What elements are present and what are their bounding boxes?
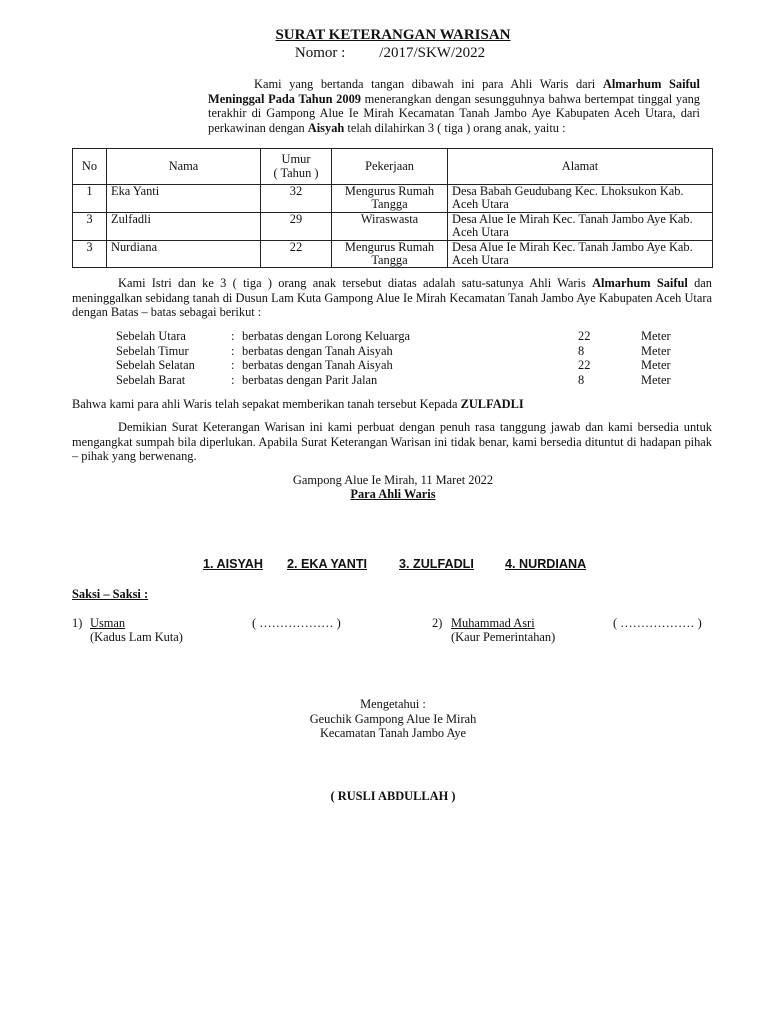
cell-no: 3 bbox=[73, 212, 107, 240]
cell-pekerjaan: Mengurus Rumah Tangga bbox=[332, 240, 448, 268]
cell-alamat: Desa Alue Ie Mirah Kec. Tanah Jambo Aye Kab. Aceh Utara bbox=[448, 212, 713, 240]
witness-1-number: 1) bbox=[72, 616, 83, 630]
mengetahui-label: Mengetahui : bbox=[360, 697, 426, 711]
boundary-desc: berbatas dengan Tanah Aisyah bbox=[242, 343, 393, 358]
intro-paragraph bbox=[208, 77, 700, 135]
statement-text: dan meninggalkan sebidang tanah di Dusun Lam Kuta Gampong Alue Ie Mirah Kecamatan Tanah Jambo Aye Kabupaten Aceh Utara dengan Batas – batas sebagai berikut : bbox=[72, 276, 712, 320]
boundary-colon: : bbox=[231, 372, 235, 387]
table-row bbox=[73, 240, 713, 268]
heirs-table bbox=[72, 148, 713, 268]
heir-signature-nurdiana: 4. NURDIANA bbox=[505, 557, 587, 571]
boundary-colon: : bbox=[231, 358, 235, 373]
boundary-row bbox=[116, 329, 716, 344]
cell-alamat: Desa Alue Ie Mirah Kec. Tanah Jambo Aye Kab. Aceh Utara bbox=[448, 240, 713, 268]
col-header-nama: Nama bbox=[107, 149, 261, 185]
boundary-unit: Meter bbox=[641, 343, 671, 358]
cell-umur: 29 bbox=[261, 212, 332, 240]
official-district: Kecamatan Tanah Jambo Aye bbox=[319, 726, 467, 741]
official-title: Geuchik Gampong Alue Ie Mirah bbox=[309, 711, 477, 726]
witness-1-signature: ( ……………… ) bbox=[252, 616, 341, 630]
document-number bbox=[0, 46, 768, 61]
cell-pekerjaan: Wiraswasta bbox=[332, 212, 448, 240]
heir-signature-zulfadli: 3. ZULFADLI bbox=[399, 557, 474, 571]
boundary-row bbox=[116, 344, 716, 359]
table-row bbox=[73, 212, 713, 240]
boundary-length: 8 bbox=[578, 372, 585, 387]
boundary-length: 8 bbox=[578, 343, 585, 358]
col-header-no: No bbox=[73, 149, 107, 185]
boundary-unit: Meter bbox=[641, 329, 671, 343]
intro-text: menerangkan dengan sesungguhnya bahwa bertempat tinggal yang terakhir di Gampong Alue Ie Mirah Kecamatan Tanah Jambo Aye Kabupaten Aceh Utara, dari perkawinan dengan bbox=[208, 91, 700, 135]
spouse-name: Aisyah bbox=[307, 120, 345, 135]
boundary-side: Sebelah Timur bbox=[116, 343, 189, 358]
boundary-length: 22 bbox=[578, 358, 591, 373]
boundary-list bbox=[116, 329, 716, 387]
heir-signature-eka-yanti: 2. EKA YANTI bbox=[287, 557, 368, 571]
closing-paragraph: Demikian Surat Keterangan Warisan ini kami perbuat dengan penuh rasa tanggung jawab dan kami bersedia untuk mengangkat sumpah bila diperlukan. Apabila Surat Keterangan Warisan ini tidak benar, kami bersedia dituntut di hadapan pihak – pihak yang berwenang. bbox=[72, 420, 712, 464]
boundary-unit: Meter bbox=[641, 372, 671, 387]
boundary-unit: Meter bbox=[641, 358, 671, 373]
nomor-value: /2017/SKW/2022 bbox=[379, 45, 486, 61]
boundary-length: 22 bbox=[578, 329, 591, 343]
boundary-colon: : bbox=[231, 343, 235, 358]
witnesses-heading: Saksi – Saksi : bbox=[72, 587, 149, 601]
boundary-side: Sebelah Utara bbox=[116, 329, 186, 343]
witness-2-name: Muhammad Asri bbox=[451, 616, 535, 630]
heir-signature-aisyah: 1. AISYAH bbox=[203, 557, 263, 571]
witness-1-role: (Kadus Lam Kuta) bbox=[90, 630, 183, 644]
para-ahli-waris-heading: Para Ahli Waris bbox=[350, 487, 436, 501]
cell-umur: 22 bbox=[261, 240, 332, 268]
cell-umur: 32 bbox=[261, 185, 332, 213]
cell-alamat: Desa Babah Geudubang Kec. Lhoksukon Kab. Aceh Utara bbox=[448, 185, 713, 213]
nomor-label: Nomor : bbox=[294, 45, 346, 61]
cell-nama: Eka Yanti bbox=[107, 185, 261, 213]
boundary-row bbox=[116, 358, 716, 373]
beneficiary-name: ZULFADLI bbox=[460, 397, 524, 411]
table-row bbox=[73, 185, 713, 213]
agreement-line bbox=[72, 397, 524, 412]
agreement-text: Bahwa kami para ahli Waris telah sepakat memberikan tanah tersebut Kepada bbox=[72, 397, 461, 411]
witness-2-signature: ( ……………… ) bbox=[613, 616, 702, 630]
boundary-side: Sebelah Selatan bbox=[116, 358, 195, 373]
official-signature-name: ( RUSLI ABDULLAH ) bbox=[330, 789, 456, 803]
witness-2-number: 2) bbox=[432, 616, 443, 630]
witness-2-role: (Kaur Pemerintahan) bbox=[451, 630, 556, 644]
intro-text: telah dilahirkan 3 ( tiga ) orang anak, yaitu : bbox=[344, 120, 566, 135]
boundary-row bbox=[116, 373, 716, 388]
cell-pekerjaan: Mengurus Rumah Tangga bbox=[332, 185, 448, 213]
witness-1-name: Usman bbox=[90, 616, 126, 630]
col-header-umur: Umur ( Tahun ) bbox=[261, 149, 332, 185]
boundary-side: Sebelah Barat bbox=[116, 372, 186, 387]
document-title: SURAT KETERANGAN WARISAN bbox=[275, 27, 511, 43]
cell-no: 1 bbox=[73, 185, 107, 213]
col-header-alamat: Alamat bbox=[448, 149, 713, 185]
statement-text: Kami Istri dan ke 3 ( tiga ) orang anak tersebut diatas adalah satu-satunya Ahli Waris bbox=[118, 276, 593, 290]
boundary-desc: berbatas dengan Lorong Keluarga bbox=[242, 329, 411, 343]
cell-nama: Nurdiana bbox=[107, 240, 261, 268]
deceased-name: Almarhum Saiful Meninggal Pada Tahun 2009 bbox=[208, 77, 700, 106]
boundary-desc: berbatas dengan Parit Jalan bbox=[242, 372, 378, 387]
heirs-statement-paragraph bbox=[72, 276, 712, 320]
col-header-pekerjaan: Pekerjaan bbox=[332, 149, 448, 185]
boundary-colon: : bbox=[231, 329, 235, 343]
boundary-desc: berbatas dengan Tanah Aisyah bbox=[242, 358, 393, 373]
acknowledgement-block bbox=[0, 697, 768, 741]
place-date: Gampong Alue Ie Mirah, 11 Maret 2022 bbox=[292, 473, 494, 487]
intro-text: Kami yang bertanda tangan dibawah ini para Ahli Waris dari bbox=[254, 77, 603, 91]
cell-nama: Zulfadli bbox=[107, 212, 261, 240]
deceased-name: Almarhum Saiful bbox=[592, 276, 688, 290]
table-header-row bbox=[73, 149, 713, 185]
cell-no: 3 bbox=[73, 240, 107, 268]
